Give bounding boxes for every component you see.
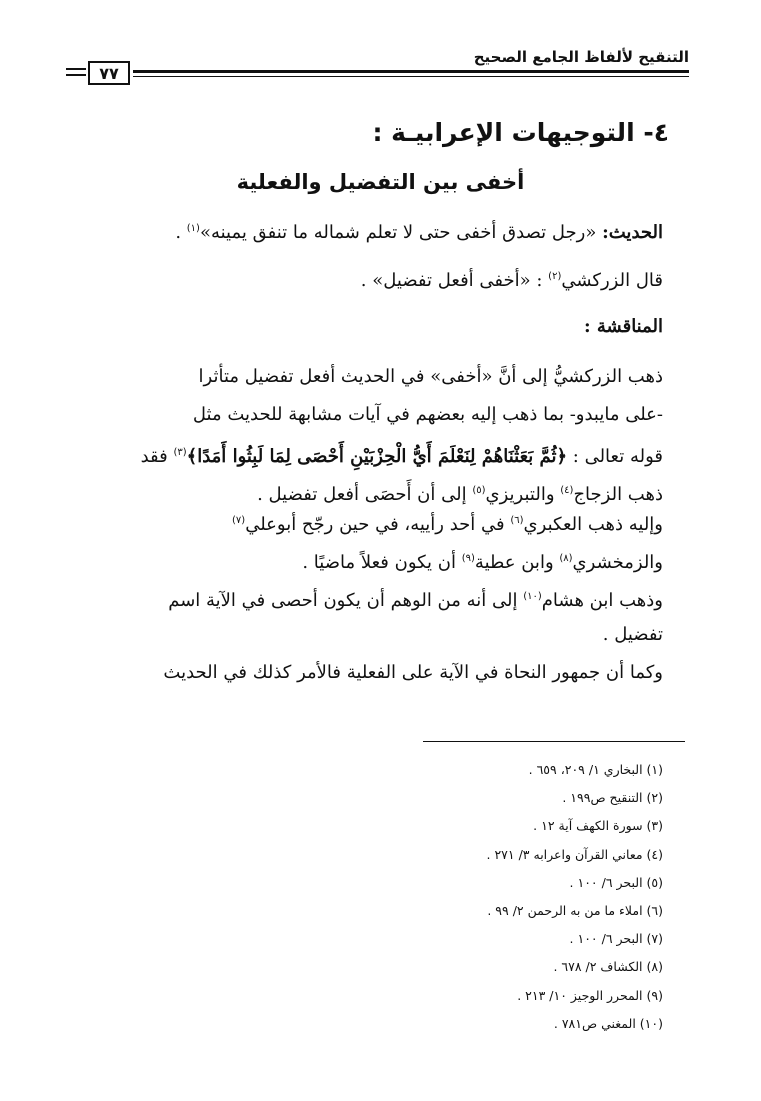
header-rule-thin [133,76,689,77]
paragraph-line: تفضيل . [602,624,663,645]
footnote: (٥) البحر ٦/ ١٠٠ . [569,874,663,890]
footnote-ref-10[interactable]: (١٠) [523,591,542,602]
paragraph-line: ذهب الزركشيُّ إلى أنَّ «أخفى» في الحديث أفعل تفضيل متأثرا [198,366,663,387]
footnote: (٨) الكشاف ٢/ ٦٧٨ . [553,959,663,975]
paragraph-2 [72,502,663,578]
text-run: قوله تعالى : [567,446,663,467]
text-run: ذهب الزجاج [573,484,663,505]
text-run: والزمخشري [572,552,663,573]
header-rule-thick [133,70,689,73]
hadith-label: الحديث: [602,222,663,243]
footnote: (١) البخاري ١/ ٢٠٩، ٦٥٩ . [528,762,663,777]
hadith-line [175,222,663,243]
footnote: (٩) المحرر الوجيز ١٠/ ٢١٣ . [517,987,663,1003]
footnote-ref-9[interactable]: (٩) [461,553,475,564]
paragraph-3 [72,578,663,654]
text-run: وإليه ذهب العكبري [523,514,663,535]
paragraph-1 [72,358,663,510]
paragraph-4 [72,654,663,692]
text-run: في أحد رأييه، في حين رجّح أبوعلي [245,514,511,535]
footnote: (٣) سورة الكهف آية ١٢ . [533,818,663,834]
footnote-ref-3[interactable]: (٣) [173,447,187,458]
footnotes [487,762,664,1044]
text-run: إلى أن أَحصَى أفعل تفضيل . [257,484,473,505]
paragraph-line [72,578,663,616]
footnote-ref-7[interactable]: (٧) [232,515,246,526]
page-number: ٧٧ [88,61,130,85]
zarkashi-text: قال الزركشي [561,270,663,291]
text-run: إلى أنه من الوهم أن يكون أحصى في الآية اسم [168,590,524,611]
text-run: وذهب ابن هشام [541,590,663,611]
running-title: التنقيح لألفاظ الجامع الصحيح [473,48,689,66]
sub-heading: أخفى بين التفضيل والفعلية [236,170,525,194]
paragraph-line: -على مايبدو- بما ذهب إليه بعضهم في آيات مشابهة للحديث مثل [192,404,663,425]
footnote: (١٠) المغني ص٧٨١ . [553,1015,663,1031]
footnote-ref-6[interactable]: (٦) [510,515,524,526]
header-ornament [66,68,86,78]
text-run: والتبريزي [485,484,561,505]
footnote-ref-2[interactable]: (٢) [548,271,562,282]
footnote-ref-5[interactable]: (٥) [472,485,486,496]
footnote: (٤) معاني القرآن واعرابه ٣/ ٢٧١ . [486,846,663,862]
hadith-text: «رجل تصدق أخفى حتى لا تعلم شماله ما تنفق يمينه» [199,222,603,243]
footnote-ref-8[interactable]: (٨) [559,553,573,564]
text-run: وابن عطية [474,552,560,573]
paragraph-line: وكما أن جمهور النحاة في الآية على الفعلية فالأمر كذلك في الحديث [163,662,663,683]
hadith-tail: . [175,222,187,243]
footnote: (٧) البحر ٦/ ١٠٠ . [569,931,663,947]
footnote-ref-4[interactable]: (٤) [560,485,574,496]
section-heading: ٤- التوجيهات الإعرابيـة : [372,118,669,147]
paragraph-line [72,502,663,540]
quran-verse: ﴿ثُمَّ بَعَثْنَاهُمْ لِنَعْلَمَ أَيُّ الْحِزْبَيْنِ أَحْصَى لِمَا لَبِثُوا أَمَدًا﴾ [186,446,568,467]
text-run: فقد [140,446,174,467]
footnote-ref-1[interactable]: (١) [186,223,200,234]
paragraph-line [72,540,663,578]
footnote: (٢) التنقيح ص١٩٩ . [562,790,663,806]
zarkashi-line [361,270,663,291]
zarkashi-tail: : «أخفى أفعل تفضيل» . [360,270,549,291]
paragraph-line [72,434,663,472]
footnote: (٦) املاء ما من به الرحمن ٢/ ٩٩ . [487,902,663,918]
footnote-separator [423,741,685,742]
text-run: أن يكون فعلاً ماضيًا . [302,552,462,573]
discussion-label: المناقشة : [583,316,663,337]
